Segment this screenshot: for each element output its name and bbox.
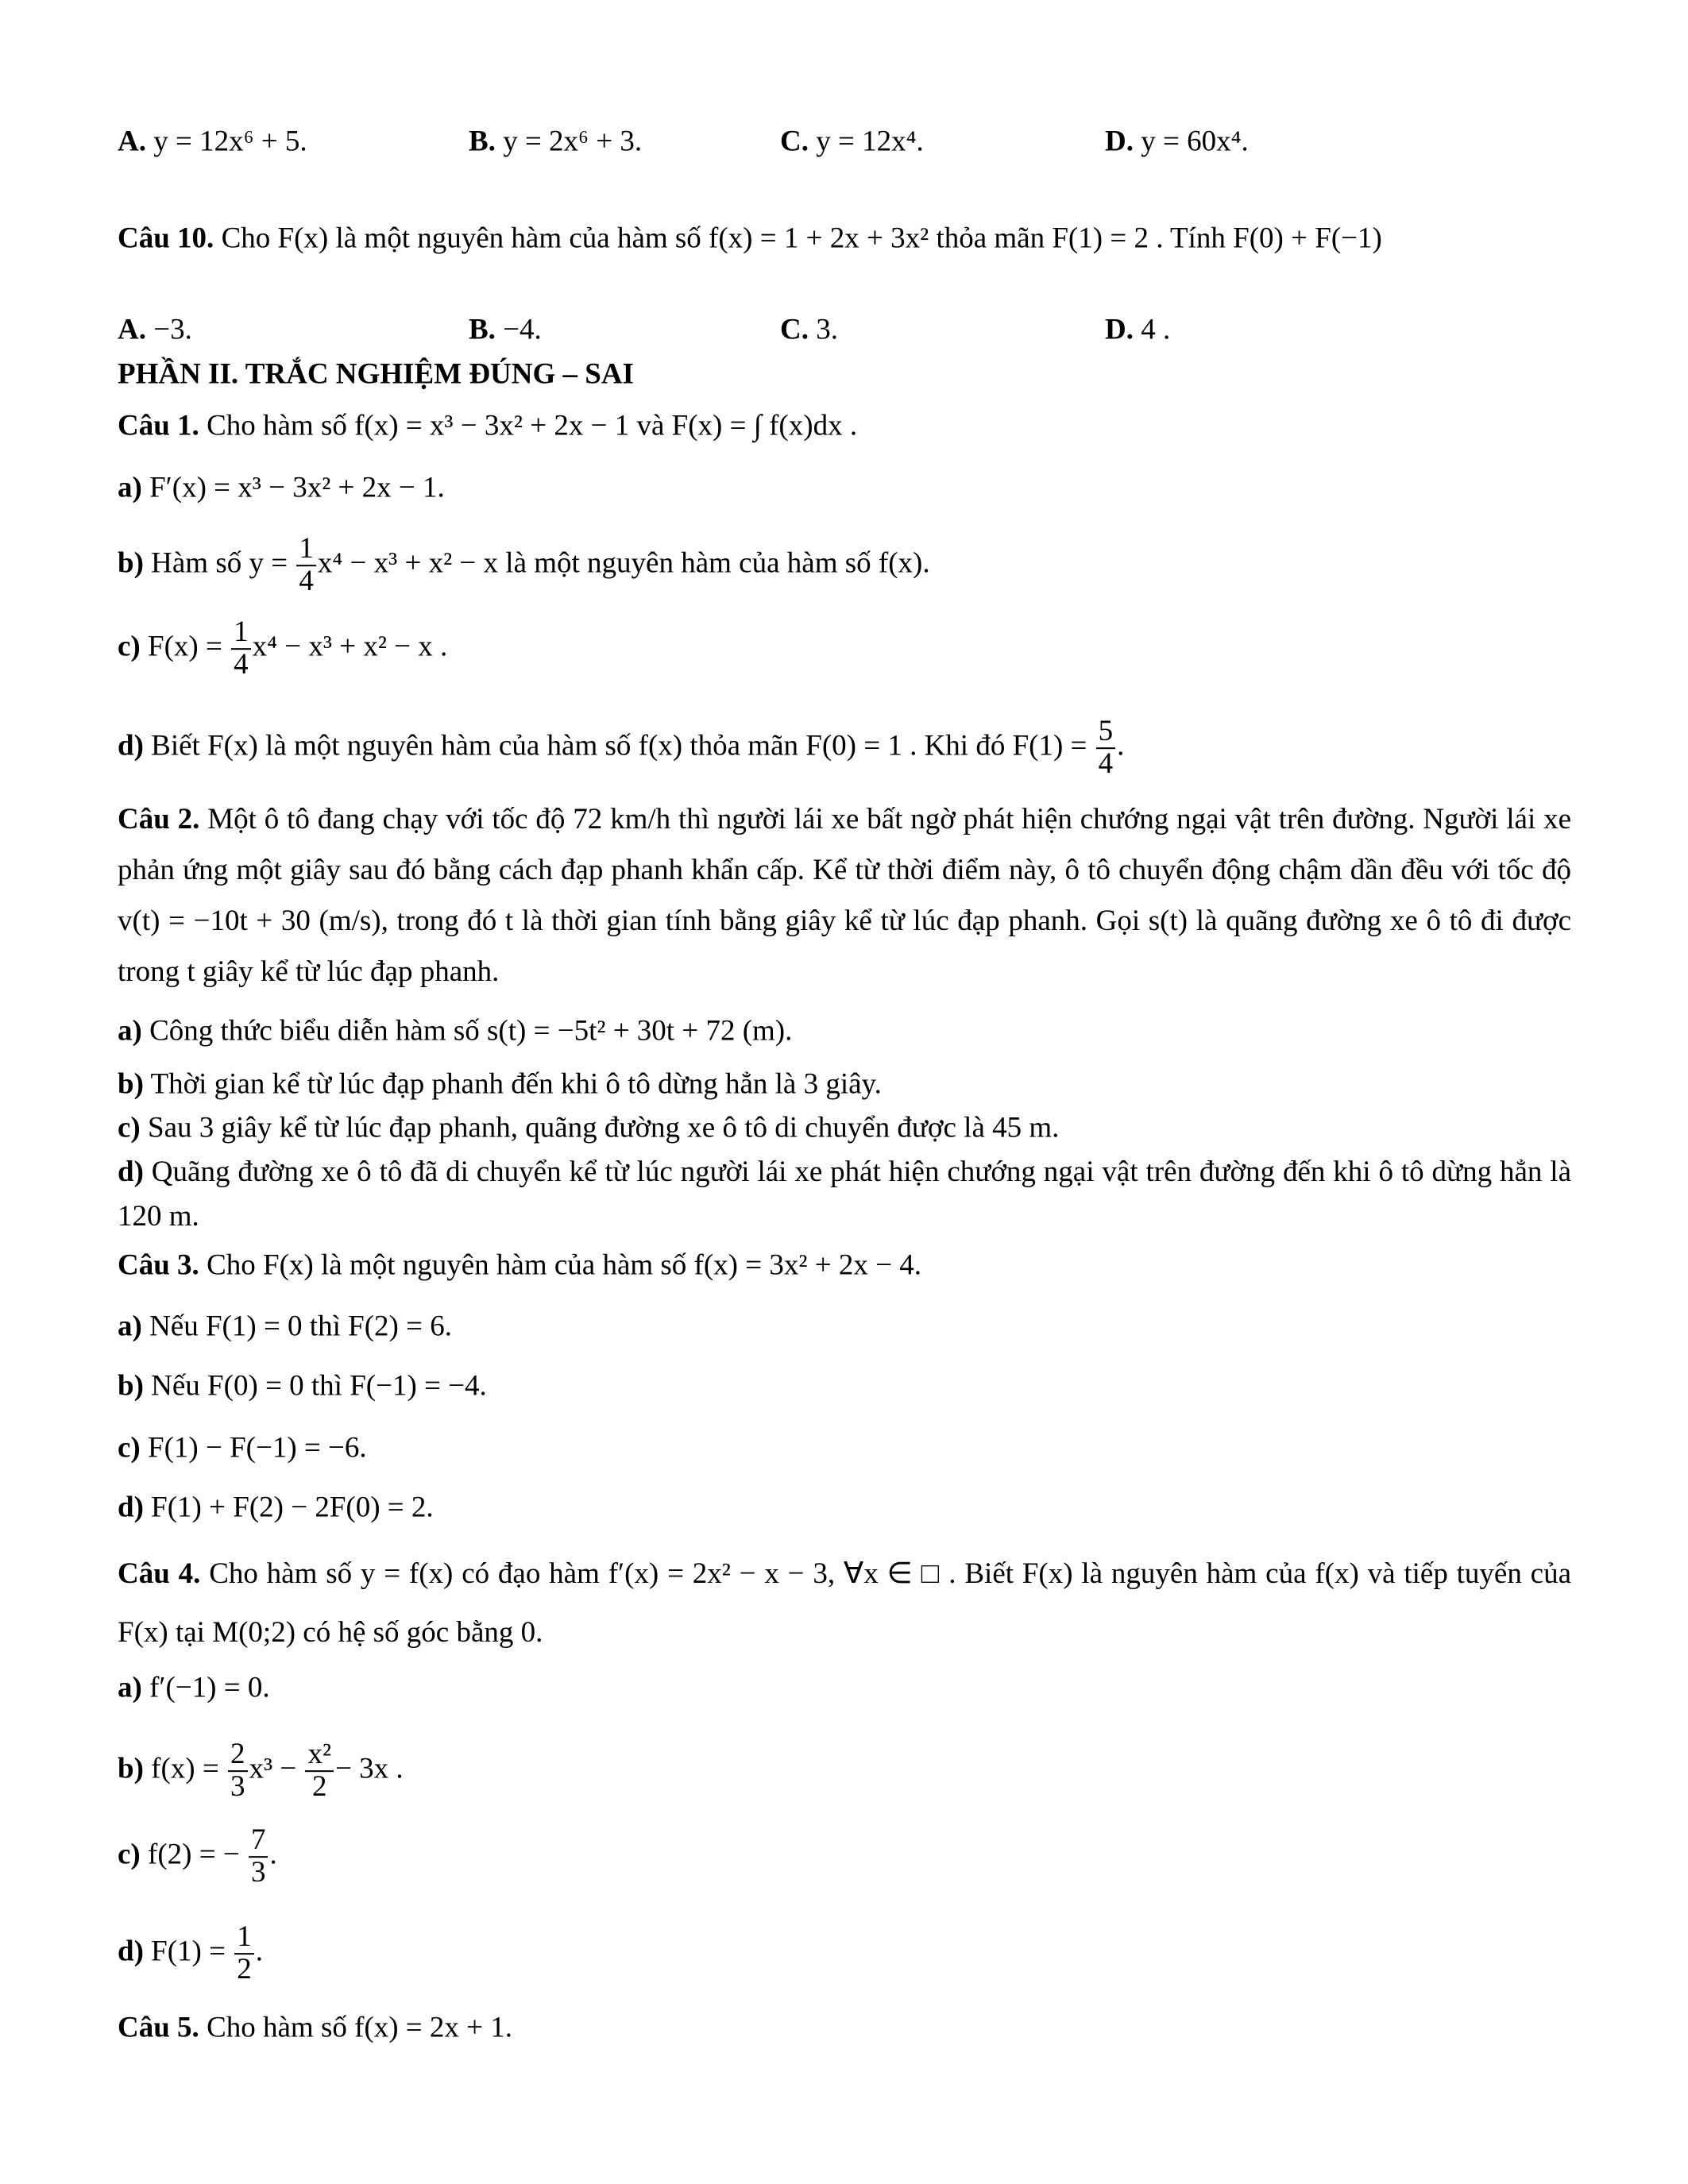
option-label: A. bbox=[118, 313, 146, 346]
cau-2-a bbox=[118, 1014, 792, 1048]
cau-1 bbox=[118, 409, 857, 443]
question-text: Cho hàm số f(x) = x³ − 3x² + 2x − 1 và F(x) = ∫ f(x)dx . bbox=[199, 409, 858, 442]
q9-option-c bbox=[780, 125, 924, 159]
q9-option-a bbox=[118, 125, 307, 159]
question-text: Cho hàm số y = f(x) có đạo hàm f′(x) = 2x² − x − 3, ∀x ∈ □ . Biết F(x) là nguyên hàm của f(x) và tiếp tuyến của F(x) tại M(0;2) có hệ số góc bằng 0. bbox=[118, 1557, 1571, 1649]
cau-3-d bbox=[118, 1491, 434, 1525]
item-label: d) bbox=[118, 1935, 144, 1968]
item-label: b) bbox=[118, 1752, 144, 1785]
fraction bbox=[228, 1739, 248, 1803]
option-text: −3. bbox=[145, 313, 192, 346]
cau-4-b bbox=[118, 1739, 404, 1803]
cau-1-d bbox=[118, 716, 1124, 780]
item-text: x⁴ − x³ + x² − x là một nguyên hàm của hàm số f(x). bbox=[317, 546, 930, 580]
item-text: F(1) − F(−1) = −6. bbox=[140, 1431, 367, 1464]
item-label: c) bbox=[118, 1431, 141, 1464]
cau-4-a bbox=[118, 1671, 270, 1705]
option-label: A. bbox=[118, 125, 146, 158]
fraction bbox=[234, 1922, 254, 1985]
question-text: Cho F(x) là một nguyên hàm của hàm số f(x) = 3x² + 2x − 4. bbox=[199, 1248, 921, 1282]
item-text: Quãng đường xe ô tô đã di chuyển kể từ lúc người lái xe phát hiện chướng ngại vật trên đường đến khi ô tô dừng hẳn là 120 m. bbox=[118, 1156, 1571, 1233]
numerator: 1 bbox=[234, 1922, 254, 1954]
question-label: Câu 3. bbox=[118, 1248, 199, 1282]
question-text: Cho hàm số f(x) = 2x + 1. bbox=[199, 2011, 513, 2044]
option-text: y = 12x⁶ + 5. bbox=[145, 125, 307, 158]
question-text: Cho F(x) là một nguyên hàm của hàm số f(x) = 1 + 2x + 3x² thỏa mãn F(1) = 2 . Tính F(0) + F(−1) bbox=[214, 222, 1382, 255]
item-text: f′(−1) = 0. bbox=[141, 1671, 270, 1704]
item-label: a) bbox=[118, 471, 142, 504]
cau-3-c bbox=[118, 1431, 367, 1465]
option-label: D. bbox=[1105, 313, 1134, 346]
denominator: 2 bbox=[312, 1770, 327, 1803]
item-label: b) bbox=[118, 1369, 144, 1403]
q9-option-d bbox=[1105, 125, 1249, 159]
question-label: Câu 1. bbox=[118, 409, 199, 442]
denominator: 4 bbox=[1098, 747, 1114, 780]
item-label: c) bbox=[118, 1111, 141, 1144]
option-text: y = 60x⁴. bbox=[1133, 125, 1249, 158]
cau-4 bbox=[118, 1545, 1571, 1662]
cau-5 bbox=[118, 2011, 512, 2045]
item-text: Biết F(x) là một nguyên hàm của hàm số f(x) thỏa mãn F(0) = 1 . Khi đó F(1) = bbox=[143, 729, 1095, 762]
item-text: Nếu F(0) = 0 thì F(−1) = −4. bbox=[143, 1369, 487, 1403]
q10-option-a bbox=[118, 313, 192, 347]
item-text: . bbox=[269, 1838, 277, 1871]
item-text: Sau 3 giây kể từ lúc đạp phanh, quãng đường xe ô tô di chuyển được là 45 m. bbox=[140, 1111, 1060, 1144]
item-text: Nếu F(1) = 0 thì F(2) = 6. bbox=[141, 1310, 452, 1343]
cau-1-a bbox=[118, 471, 445, 505]
section-heading bbox=[118, 357, 634, 392]
item-label: c) bbox=[118, 1838, 141, 1871]
option-text: y = 2x⁶ + 3. bbox=[495, 125, 643, 158]
section-title: PHẦN II. TRẮC NGHIỆM ĐÚNG – SAI bbox=[118, 357, 634, 391]
q10-option-d bbox=[1105, 313, 1170, 347]
option-text: 4 . bbox=[1133, 313, 1171, 346]
item-label: d) bbox=[118, 1491, 144, 1524]
item-text: . bbox=[255, 1935, 263, 1968]
item-text: − 3x . bbox=[335, 1752, 404, 1785]
item-text: x⁴ − x³ + x² − x . bbox=[252, 630, 448, 663]
option-label: C. bbox=[780, 313, 809, 346]
item-text: f(2) = − bbox=[140, 1838, 247, 1871]
denominator: 2 bbox=[237, 1953, 252, 1985]
item-label: d) bbox=[118, 729, 144, 762]
item-text: f(x) = bbox=[143, 1752, 226, 1785]
q10-option-b bbox=[469, 313, 542, 347]
cau-2-d bbox=[118, 1150, 1571, 1239]
fraction bbox=[296, 534, 316, 597]
item-text: x³ − bbox=[249, 1752, 304, 1785]
cau-2-b bbox=[118, 1067, 882, 1102]
cau-2 bbox=[118, 794, 1571, 997]
option-text: −4. bbox=[495, 313, 542, 346]
item-text: F(1) + F(2) − 2F(0) = 2. bbox=[143, 1491, 434, 1524]
question-label: Câu 5. bbox=[118, 2011, 199, 2044]
numerator: 1 bbox=[231, 617, 251, 650]
numerator: 1 bbox=[296, 534, 316, 566]
cau-4-d bbox=[118, 1922, 263, 1985]
item-text: F′(x) = x³ − 3x² + 2x − 1. bbox=[141, 471, 445, 504]
denominator: 3 bbox=[250, 1856, 266, 1889]
question-text: Một ô tô đang chạy với tốc độ 72 km/h thì người lái xe bất ngờ phát hiện chướng ngại vật trên đường. Người lái xe phản ứng một giây sau đó bằng cách đạp phanh khẩn cấp. Kể từ thời điểm này, ô tô chuyển động chậm dần đều với tốc độ v(t) = −10t + 30 (m/s), trong đó t là thời gian tính bằng giây kể từ lúc đạp phanh. Gọi s(t) là quãng đường xe ô tô đi được trong t giây kể từ lúc đạp phanh. bbox=[118, 803, 1571, 988]
option-label: D. bbox=[1105, 125, 1134, 158]
item-text: F(x) = bbox=[140, 630, 230, 663]
option-text: y = 12x⁴. bbox=[808, 125, 924, 158]
question-label: Câu 10. bbox=[118, 222, 214, 255]
cau-1-b bbox=[118, 534, 930, 597]
cau-4-c bbox=[118, 1825, 277, 1889]
option-label: B. bbox=[469, 313, 496, 346]
item-label: a) bbox=[118, 1310, 142, 1343]
denominator: 4 bbox=[234, 648, 249, 681]
denominator: 4 bbox=[299, 565, 314, 597]
question-label: Câu 2. bbox=[118, 803, 200, 835]
cau-2-c bbox=[118, 1111, 1059, 1145]
fraction bbox=[231, 617, 251, 681]
fraction bbox=[1096, 716, 1116, 780]
item-label: d) bbox=[118, 1156, 144, 1188]
item-text: Thời gian kể từ lúc đạp phanh đến khi ô tô dừng hẳn là 3 giây. bbox=[143, 1067, 882, 1101]
cau-3-a bbox=[118, 1310, 452, 1344]
option-label: C. bbox=[780, 125, 809, 158]
fraction bbox=[305, 1739, 334, 1803]
numerator: 2 bbox=[228, 1739, 248, 1772]
cau-3-b bbox=[118, 1369, 487, 1403]
numerator: 7 bbox=[249, 1825, 268, 1858]
item-label: c) bbox=[118, 630, 141, 663]
question-10 bbox=[118, 222, 1382, 256]
option-label: B. bbox=[469, 125, 496, 158]
item-label: b) bbox=[118, 546, 144, 580]
cau-1-c bbox=[118, 617, 447, 681]
item-text: F(1) = bbox=[143, 1935, 234, 1968]
item-text: Công thức biểu diễn hàm số s(t) = −5t² + 30t + 72 (m). bbox=[141, 1014, 793, 1048]
item-label: b) bbox=[118, 1067, 144, 1101]
q10-option-c bbox=[780, 313, 838, 347]
question-label: Câu 4. bbox=[118, 1557, 201, 1590]
item-text: Hàm số y = bbox=[143, 546, 295, 580]
q9-option-b bbox=[469, 125, 642, 159]
item-label: a) bbox=[118, 1671, 142, 1704]
item-label: a) bbox=[118, 1014, 142, 1048]
numerator: 5 bbox=[1096, 716, 1116, 749]
denominator: 3 bbox=[230, 1770, 245, 1803]
fraction bbox=[249, 1825, 268, 1889]
numerator: x² bbox=[305, 1739, 334, 1772]
cau-3 bbox=[118, 1248, 921, 1283]
option-text: 3. bbox=[808, 313, 838, 346]
item-text: . bbox=[1117, 729, 1125, 762]
